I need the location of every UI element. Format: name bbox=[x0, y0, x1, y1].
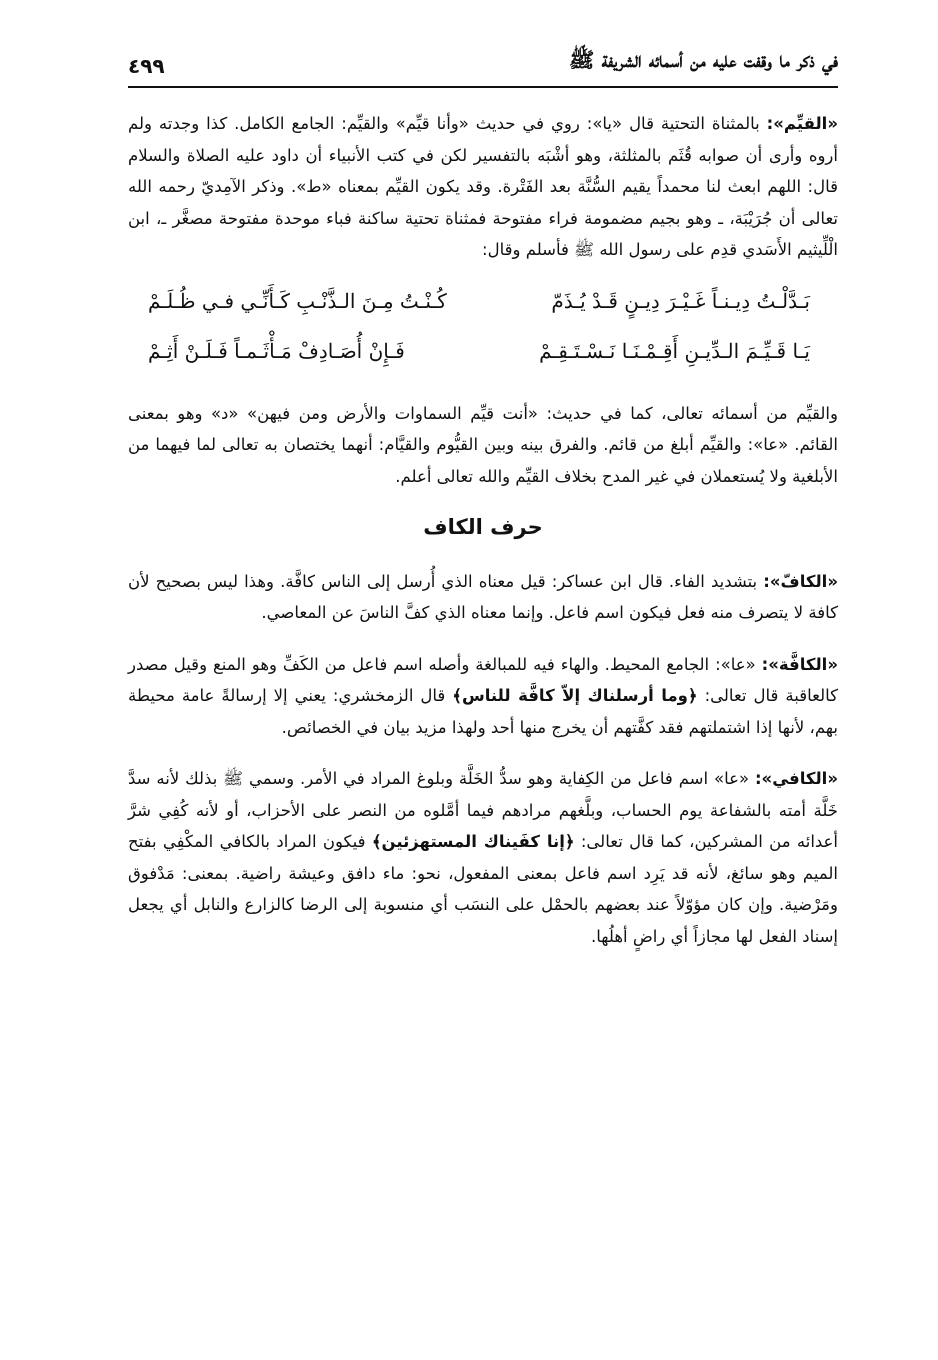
entry-text: بالمثناة التحتية قال «يا»: روي في حديث «وأنا قيِّم» والقيِّم: الجامع الكامل. كذا وجدته ولم أروه وأرى أن صوابه قُثَم بالمثلثة، وهو أشْبَه بالتفسير لكن في كتب الأنبياء أن داود عليه الصلاة والسلام قال: اللهم ابعث لنا محمداً يقيم السُّنَّة بعد الفَتْرة. وقد يكون القيِّم بمعناه «ط». وذكر الآمِديّ رحمه الله تعالى أن جُرَيْبَة، ـ وهو بجيم مضمومة فراء مفتوحة فمثناة تحتية ساكنة فباء موحدة مفتوحة مصغَّر ـ، ابن الْلِّيثيم الأَسَدي قدِم على رسول الله ﷺ فأسلم وقال: bbox=[128, 114, 838, 259]
running-title: في ذكر ما وقفت عليه من أسمائه الشريفة ﷺ bbox=[568, 47, 838, 72]
entry-term: «الكافي»: bbox=[754, 769, 838, 788]
entry-text: فيكون المراد بالكافي المكْفِي بفتح الميم وهو سائغ، لأنه قد يَرِد اسم فاعل بمعنى المفعول، نحو: ماء دافق وعيشة راضية. بمعنى: مَدْفوق ومَرْضية. وإن كان مؤوّلاً عند بعضهم بالحمْل على النسَب أي منسوبة إلى الرضا كالزارع والنابل أي يجعل إسناد الفعل لها مجازاً أي راضٍ أهلُها. bbox=[128, 832, 838, 946]
paragraph-qayyim-continued: والقيِّم من أسمائه تعالى، كما في حديث: «أنت قيِّم السماوات والأرض ومن فيهن» «د» وهو بمعنى القائم. «عا»: والقيِّم أبلغ من قائم. والفرق بينه وبين القيُّوم والقيَّام: أنهما يختصان به تعالى لما فيهما من الأبلغية ولا يُستعملان في غير المدح بخلاف القيِّم والله تعالى أعلم. bbox=[128, 403, 838, 486]
entry-text: «عا» اسم فاعل من الكِفاية وهو سدُّ الخَلَّة وبلوغ المراد في الأمر. وسمي ﷺ بذلك لأنه سدَّ خَلَّة أمته بالشفاعة يوم الحساب، وبلَّغهم مرادهم فيما أمَّلوه من النصر على الأحزاب، أو لأنه كُفِي شرَّ أعدائه من المشركين، كما قال تعالى: bbox=[128, 769, 838, 851]
entry-text: قال الزمخشري: يعني إلا إرسالةً عامة محيطة بهم، لأنها إذا اشتملتهم فقد كفَّتهم أن يخرج منها أحد ولهذا مزيد بيان في الخصائص. bbox=[128, 686, 838, 737]
verse-line bbox=[128, 276, 838, 326]
hemistich-first: يَـا قَـيِّـمَ الـدِّيـنِ أَقِـمْـنَـا نَـسْـتَـقِـمْ bbox=[539, 338, 810, 363]
paragraph-kaafi bbox=[128, 763, 838, 952]
hemistich-second: كُـنْـتُ مِـنَ الـذَّنْـبِ كَـأَنِّـي فـي ظُـلَـمْ bbox=[148, 288, 447, 313]
entry-term: «الكافّ»: bbox=[763, 571, 838, 591]
paragraph-qayyim bbox=[128, 108, 838, 266]
entry-term: «الكافَّة»: bbox=[761, 654, 838, 674]
entry-text: «عا»: الجامع المحيط. والهاء فيه للمبالغة وأصله اسم فاعل من الكَفِّ وهو المنع وقيل مصدر كالعاقبة قال تعالى: bbox=[128, 654, 838, 705]
page-number: ٤٩٩ bbox=[128, 54, 165, 78]
hemistich-second: فَـإِنْ أُصَـادِفْ مَـأْثَـمـاً فَـلَـنْ أَثِـمْ bbox=[148, 338, 405, 363]
entry-text: بتشديد الفاء. قال ابن عساكر: قيل معناه الذي أُرسل إلى الناس كافَّة. وهذا ليس بصحيح لأن كافة لا يتصرف منه فعل فيكون اسم فاعل. وإنما معناه الذي كفَّ الناسَ عن المعاصي. bbox=[128, 571, 838, 622]
verse-line bbox=[128, 326, 838, 376]
running-header bbox=[128, 42, 838, 88]
entry-term: «القيِّم»: bbox=[766, 114, 838, 133]
page-body bbox=[128, 108, 838, 972]
quran-quote: ﴿إنا كفَيناك المستهزئين﴾ bbox=[371, 832, 575, 851]
paragraph-kaaf bbox=[128, 566, 838, 629]
section-heading: حرف الكاف bbox=[423, 515, 543, 539]
quran-quote: ﴿وما أرسلناك إلاّ كافَّة للناس﴾ bbox=[452, 686, 698, 705]
paragraph-kaaffa bbox=[128, 649, 838, 744]
hemistich-first: بَـدَّلْـتُ دِيـنـاً غَـيْـرَ دِيـنٍ قَـدْ يُـذَمّ bbox=[551, 288, 810, 313]
poem-verse bbox=[128, 276, 838, 376]
